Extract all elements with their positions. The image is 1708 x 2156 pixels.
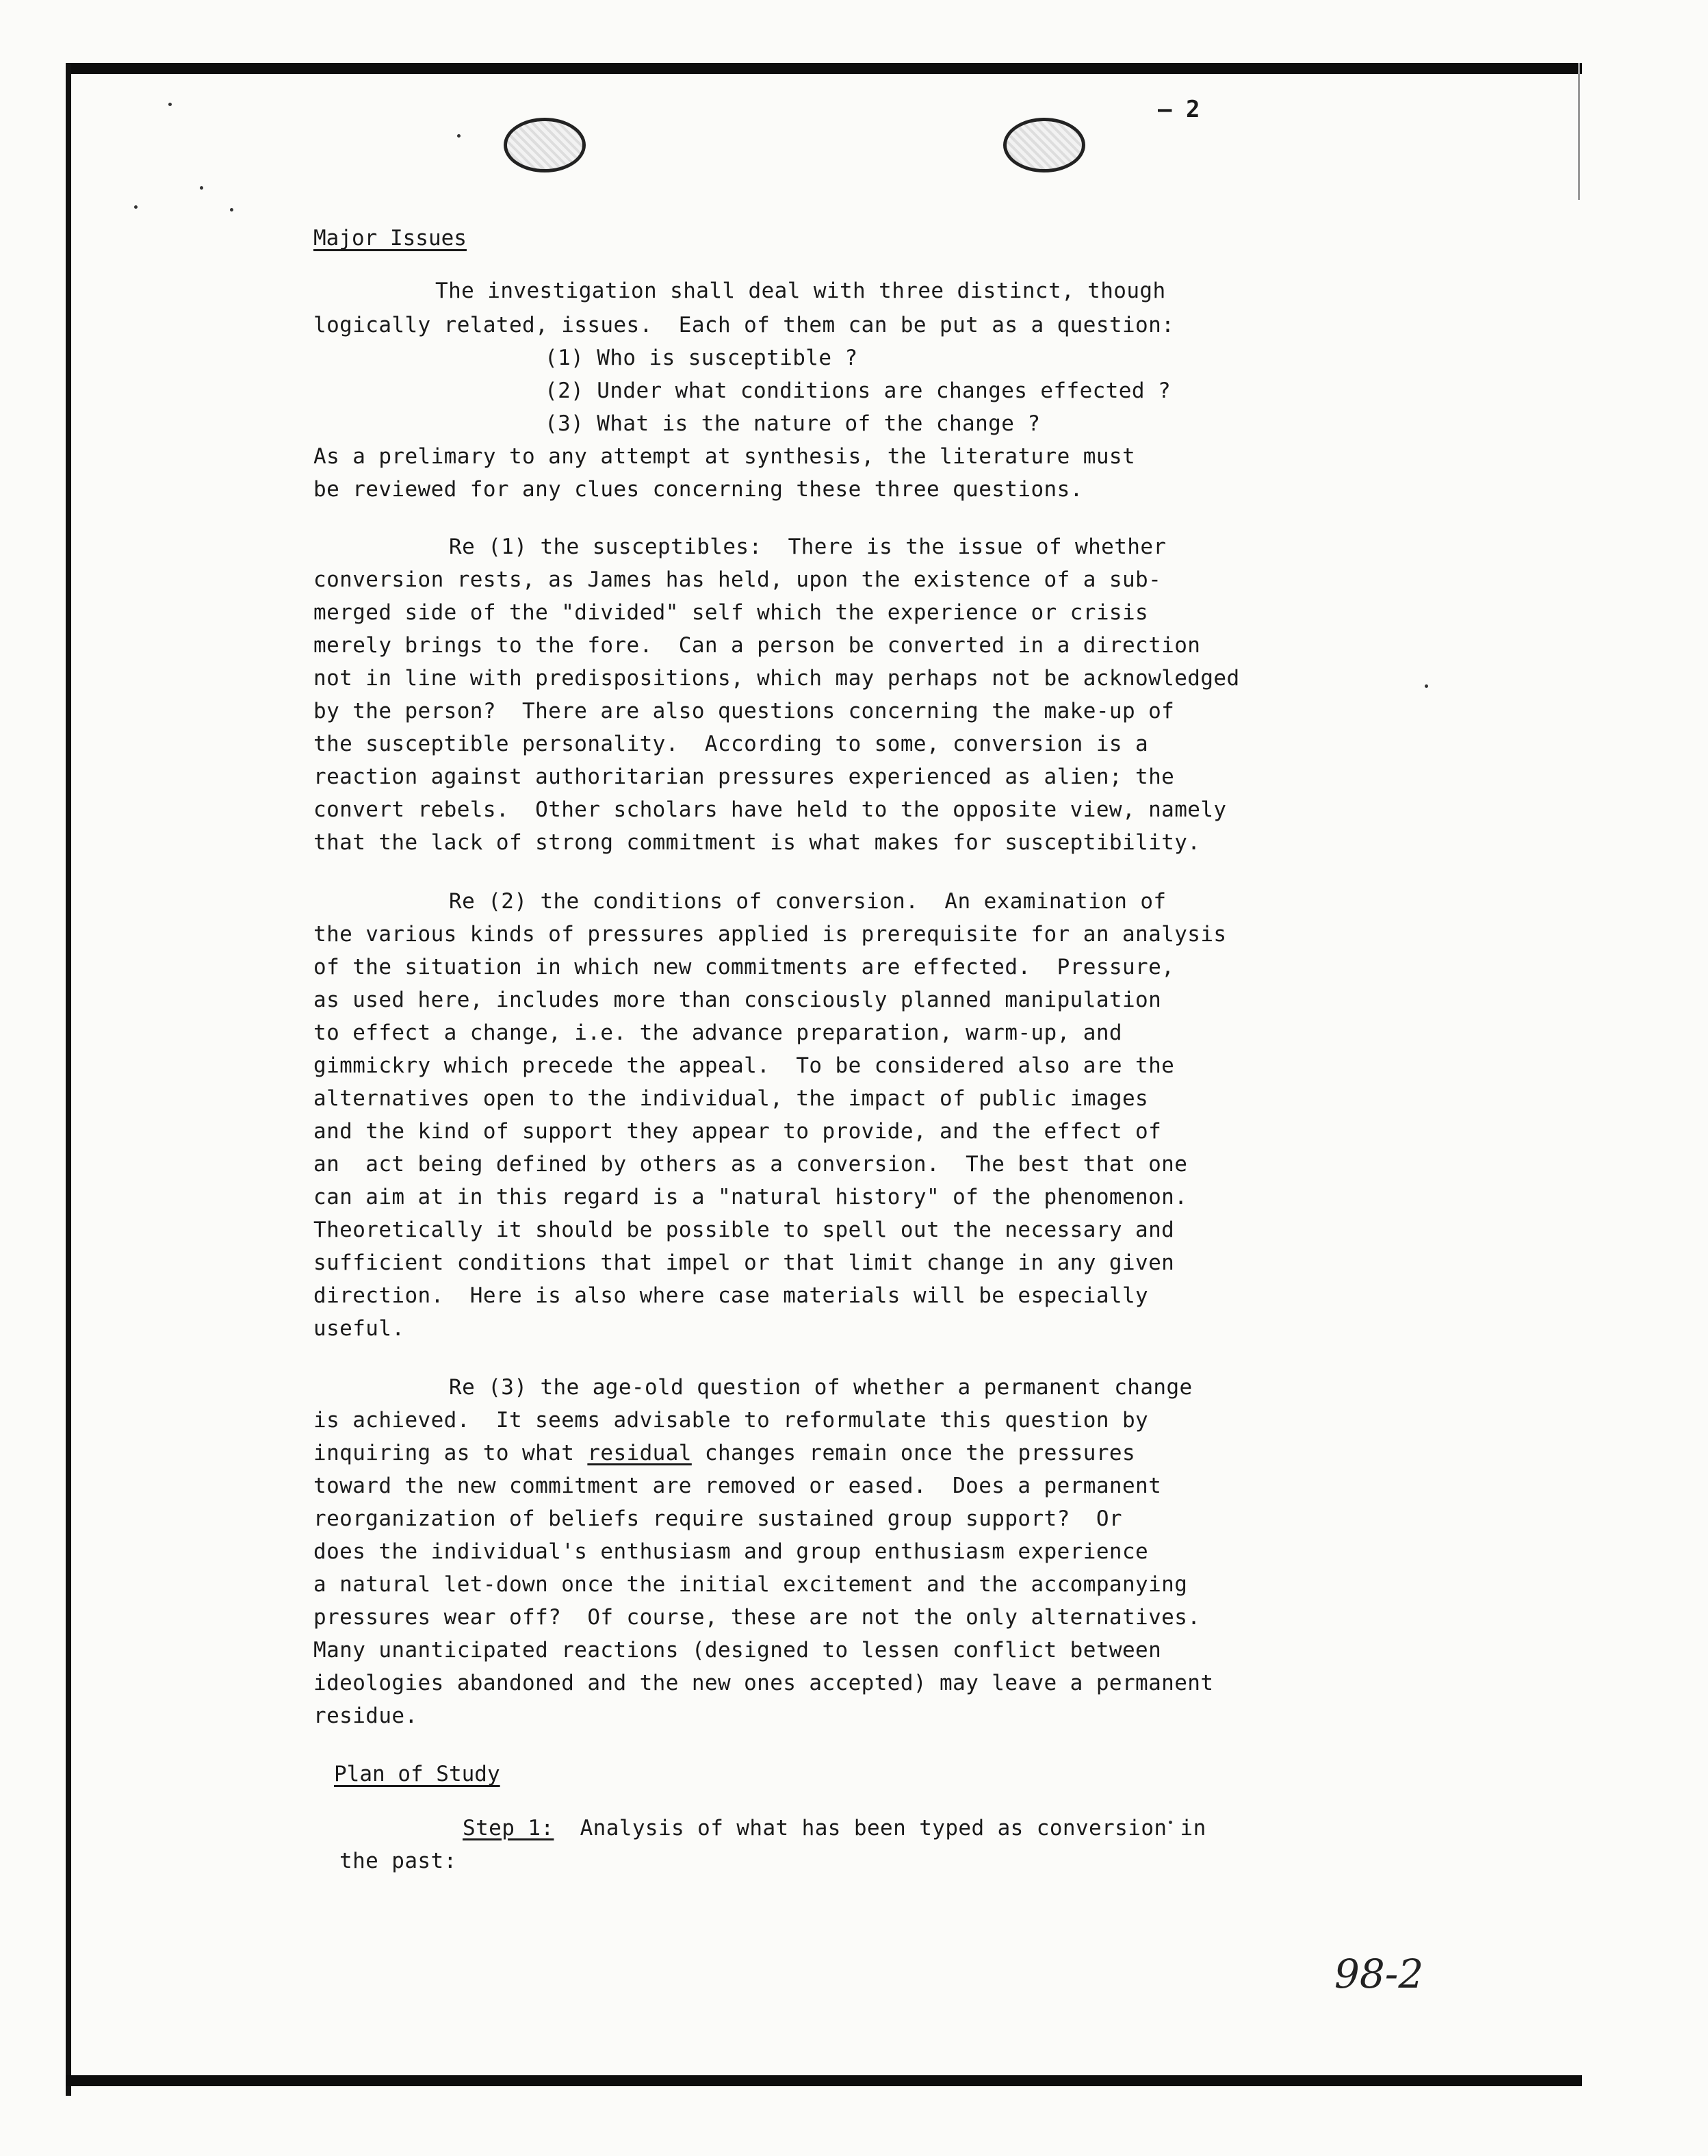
text-line: useful. bbox=[313, 1316, 405, 1341]
scan-speck bbox=[134, 205, 138, 209]
text-fragment: changes remain once the pressures bbox=[691, 1441, 1136, 1465]
text-line: a natural let-down once the initial excitement and the accompanying bbox=[313, 1572, 1188, 1597]
text-line: be reviewed for any clues concerning these three questions. bbox=[313, 477, 1083, 502]
text-line: the past: bbox=[339, 1849, 457, 1873]
text-line: conversion rests, as James has held, upon the existence of a sub- bbox=[313, 567, 1162, 592]
text-line: as used here, includes more than consciously planned manipulation bbox=[313, 988, 1162, 1012]
text-line: by the person? There are also questions concerning the make-up of bbox=[313, 699, 1175, 723]
punch-hole-right bbox=[1003, 118, 1085, 172]
text-line: to effect a change, i.e. the advance preparation, warm-up, and bbox=[313, 1021, 1122, 1045]
step-1-line bbox=[463, 1818, 1206, 1839]
text-line: an act being defined by others as a conversion. The best that one bbox=[313, 1152, 1188, 1177]
text-line: Theoretically it should be possible to spell out the necessary and bbox=[313, 1218, 1175, 1242]
heading-major-issues: Major Issues bbox=[313, 226, 467, 251]
question-3: (3) What is the nature of the change ? bbox=[545, 411, 1041, 436]
text-line: does the individual's enthusiasm and group enthusiasm experience bbox=[313, 1539, 1149, 1564]
scan-speck bbox=[168, 103, 172, 106]
text-line: merely brings to the fore. Can a person be converted in a direction bbox=[313, 633, 1201, 658]
punch-hole-left bbox=[504, 118, 586, 172]
text-line: the various kinds of pressures applied is prerequisite for an analysis bbox=[313, 922, 1227, 947]
underlined-word: residual bbox=[587, 1441, 692, 1465]
text-line: that the lack of strong commitment is what makes for susceptibility. bbox=[313, 830, 1201, 855]
text-line: The investigation shall deal with three distinct, though bbox=[435, 279, 1166, 303]
text-line: reaction against authoritarian pressures experienced as alien; the bbox=[313, 765, 1175, 789]
scan-speck bbox=[200, 186, 203, 190]
scan-speck bbox=[1425, 684, 1428, 688]
question-1: (1) Who is susceptible ? bbox=[545, 346, 858, 370]
text-line: of the situation in which new commitments are effected. Pressure, bbox=[313, 955, 1175, 979]
text-line: gimmickry which precede the appeal. To be considered also are the bbox=[313, 1053, 1175, 1078]
scan-speck bbox=[230, 208, 233, 211]
text-line: alternatives open to the individual, the impact of public images bbox=[313, 1086, 1149, 1111]
text-fragment: inquiring as to what bbox=[313, 1441, 588, 1465]
heading-plan-of-study: Plan of Study bbox=[334, 1762, 500, 1786]
text-line: Re (1) the susceptibles: There is the issue of whether bbox=[449, 535, 1167, 559]
text-line: Re (3) the age-old question of whether a permanent change bbox=[449, 1375, 1193, 1400]
scan-bottom-border bbox=[66, 2075, 1582, 2086]
scan-top-border bbox=[66, 63, 1582, 74]
text-line: convert rebels. Other scholars have held to the opposite view, namely bbox=[313, 797, 1227, 822]
question-2: (2) Under what conditions are changes effected ? bbox=[545, 378, 1172, 403]
page-number: — 2 bbox=[1158, 96, 1200, 123]
text-line: residue. bbox=[313, 1704, 418, 1728]
text-line: not in line with predispositions, which may perhaps not be acknowledged bbox=[313, 666, 1240, 691]
handwritten-note: 98-2 bbox=[1334, 1951, 1424, 1997]
text-line: ideologies abandoned and the new ones accepted) may leave a permanent bbox=[313, 1671, 1214, 1695]
text-line: toward the new commitment are removed or eased. Does a permanent bbox=[313, 1474, 1162, 1498]
scan-right-edge bbox=[1578, 63, 1580, 200]
text-line: logically related, issues. Each of them can be put as a question: bbox=[313, 313, 1175, 337]
step-1-text: Analysis of what has been typed as conversion in bbox=[554, 1816, 1206, 1840]
scan-speck bbox=[457, 134, 461, 138]
text-line: merged side of the "divided" self which the experience or crisis bbox=[313, 600, 1149, 625]
text-line: the susceptible personality. According to some, conversion is a bbox=[313, 732, 1149, 756]
scan-left-border bbox=[66, 63, 71, 2096]
text-line: is achieved. It seems advisable to reformulate this question by bbox=[313, 1408, 1149, 1433]
text-line: Many unanticipated reactions (designed to lessen conflict between bbox=[313, 1638, 1162, 1663]
text-line: can aim at in this regard is a "natural history" of the phenomenon. bbox=[313, 1185, 1188, 1209]
text-line: reorganization of beliefs require sustained group support? Or bbox=[313, 1506, 1122, 1531]
text-line: As a prelimary to any attempt at synthesis, the literature must bbox=[313, 444, 1136, 469]
step-1-label: Step 1: bbox=[463, 1816, 554, 1840]
text-line bbox=[313, 1443, 1135, 1464]
text-line: sufficient conditions that impel or that limit change in any given bbox=[313, 1250, 1175, 1275]
text-line: direction. Here is also where case materials will be especially bbox=[313, 1283, 1149, 1308]
text-line: and the kind of support they appear to provide, and the effect of bbox=[313, 1119, 1162, 1144]
text-line: Re (2) the conditions of conversion. An examination of bbox=[449, 889, 1167, 914]
text-line: pressures wear off? Of course, these are not the only alternatives. bbox=[313, 1605, 1201, 1630]
